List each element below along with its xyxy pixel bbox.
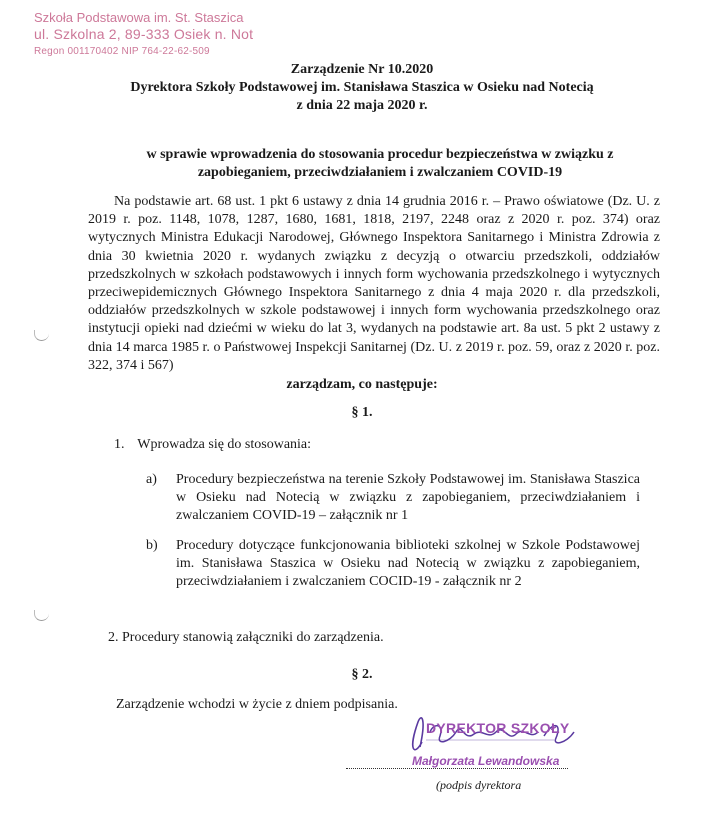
sub-item-b xyxy=(146,537,640,592)
decree-statement: zarządzam, co następuje: xyxy=(286,377,438,392)
section-1-item-2: 2. Procedury stanowią załączniki do zarządzenia. xyxy=(108,630,384,645)
document-title: Zarządzenie Nr 10.2020 xyxy=(290,62,434,77)
item-1-number: 1. xyxy=(114,437,125,452)
stamp-line-school-name: Szkoła Podstawowa im. St. Staszica xyxy=(34,10,244,25)
item-1-text: Wprowadza się do stosowania: xyxy=(137,437,312,452)
section-1-heading: § 1. xyxy=(351,405,373,420)
section-1-item-1 xyxy=(114,437,311,453)
sub-item-b-text: Procedury dotyczące funkcjonowania biblioteki szkolnej w Szkole Podstawowej im. Stanisława Staszica w Osieku nad Notecią w związku z zapobieganiem, przeciwdziałaniem i zwalczaniem COCID-19 - załącznik nr 2 xyxy=(176,538,640,590)
document-subject: w sprawie wprowadzenia do stosowania procedur bezpieczeństwa w związku z zapobieganiem, przeciwdziałaniem i zwalczaniem COVID-19 xyxy=(146,147,614,180)
director-stamp-name: Małgorzata Lewandowska xyxy=(412,754,560,768)
sub-item-a-label: a) xyxy=(146,472,157,487)
director-stamp-title: DYREKTOR SZKOŁY xyxy=(426,720,570,736)
legal-basis-paragraph: Na podstawie art. 68 ust. 1 pkt 6 ustawy z dnia 14 grudnia 2016 r. – Prawo oświatowe (Dz. U. z 2019 r. poz. 1148, 1078, 1287, 1680, 1681, 1818, 2197, 2248 oraz z 2020 r. poz. 374) oraz wytycznych Ministra Edukacji Narodowej, Głównego Inspektora Sanitarnego i Ministra Zdrowia z dnia 30 kwietnia 2020 r. wydanych związku z decyzją o otwarciu przedszkoli, oddziałów przedszkolnych w szkołach podstawowych i innych form wychowania przedszkolnego i wytycznych przeciwepidemicznych Głównego Inspektora Sanitarnego z dnia 4 maja 2020 r. dla przedszkoli, oddziałów przedszkolnych w szkole podstawowej i innych form wychowania przedszkolnego oraz instytucji opieki nad dziećmi w wieku do lat 3, wydanych na podstawie art. 8a ust. 5 pkt 2 ustawy z dnia 14 marca 1985 r. o Państwowej Inspekcji Sanitarnej (Dz. U. z 2019 r. poz. 59, oraz z 2020 r. poz. 322, 374 i 567) xyxy=(88,194,660,373)
document-date: z dnia 22 maja 2020 r. xyxy=(296,98,428,113)
hole-punch-mark xyxy=(34,330,49,341)
school-stamp xyxy=(34,10,253,58)
stamp-line-registry: Regon 001170402 NIP 764-22-62-509 xyxy=(34,45,210,57)
section-2-text: Zarządzenie wchodzi w życie z dniem podpisania. xyxy=(116,697,398,712)
hole-punch-mark xyxy=(34,610,49,621)
sub-item-a xyxy=(146,471,640,526)
signature-caption: (podpis dyrektora xyxy=(436,778,522,792)
sub-item-a-text: Procedury bezpieczeństwa na terenie Szkoły Podstawowej im. Stanisława Staszica w Osieku nad Notecią w związku z zapobieganiem, przeciwdziałaniem i zwalczaniem COVID-19 – załącznik nr 1 xyxy=(176,472,640,524)
document-issuer: Dyrektora Szkoły Podstawowej im. Stanisława Staszica w Osieku nad Notecią xyxy=(130,80,594,95)
stamp-line-address: ul. Szkolna 2, 89-333 Osiek n. Not xyxy=(34,26,254,43)
section-2-heading: § 2. xyxy=(351,667,373,682)
sub-item-b-label: b) xyxy=(146,538,158,553)
signature-line xyxy=(346,768,568,769)
